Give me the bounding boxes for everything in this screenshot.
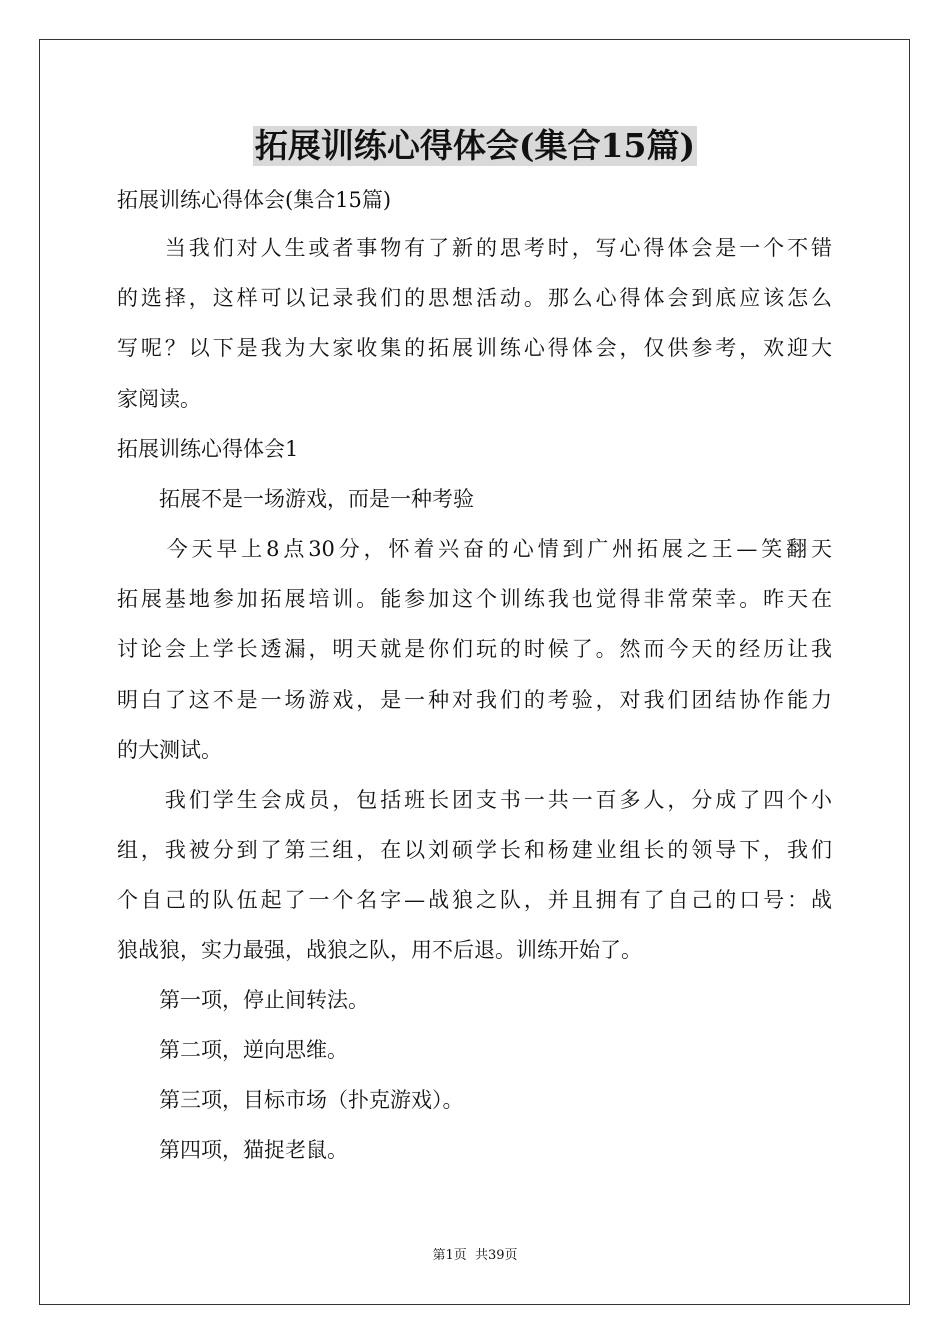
page-total: 共39页: [474, 1248, 518, 1263]
paragraph-line: 明白了这不是一场游戏，是一种对我们的考验，对我们团结协作能力: [117, 688, 832, 712]
page-footer: [0, 1247, 950, 1265]
paragraph-line: 组，我被分到了第三组，在以刘硕学长和杨建业组长的领导下，我们: [117, 838, 832, 862]
list-item: 第三项，目标市场（扑克游戏）。: [117, 1088, 464, 1112]
section-heading: 拓展训练心得体会1: [117, 437, 299, 461]
page-number: 第1页: [432, 1248, 467, 1263]
intro-line: 当我们对人生或者事物有了新的思考时，写心得体会是一个不错: [117, 236, 832, 260]
paragraph-line: 拓展基地参加拓展培训。能参加这个训练我也觉得非常荣幸。昨天在: [117, 587, 832, 611]
section-subtitle: 拓展不是一场游戏，而是一种考验: [117, 487, 474, 511]
paragraph-line: 我们学生会成员，包括班长团支书一共一百多人，分成了四个小: [117, 788, 832, 812]
page-border: [39, 39, 910, 1305]
intro-line: 写呢？以下是我为大家收集的拓展训练心得体会，仅供参考，欢迎大: [117, 336, 832, 360]
intro-line: 的选择，这样可以记录我们的思想活动。那么心得体会到底应该怎么: [117, 286, 832, 310]
document-subtitle: 拓展训练心得体会(集合15篇): [117, 188, 392, 212]
paragraph-line: 讨论会上学长透漏，明天就是你们玩的时候了。然而今天的经历让我: [117, 637, 832, 661]
paragraph-line: 的大测试。: [117, 738, 222, 762]
list-item: 第一项，停止间转法。: [117, 988, 369, 1012]
list-item: 第二项，逆向思维。: [117, 1038, 348, 1062]
document-title: 拓展训练心得体会(集合15篇): [254, 126, 696, 165]
intro-line: 家阅读。: [117, 387, 201, 411]
title-container: [0, 126, 950, 166]
paragraph-line: 今天早上8点30分，怀着兴奋的心情到广州拓展之王—笑翻天: [117, 537, 832, 561]
paragraph-line: 狼战狼，实力最强，战狼之队，用不后退。训练开始了。: [117, 938, 642, 962]
paragraph-line: 个自己的队伍起了一个名字—战狼之队，并且拥有了自己的口号：战: [117, 888, 832, 912]
list-item: 第四项，猫捉老鼠。: [117, 1138, 348, 1162]
